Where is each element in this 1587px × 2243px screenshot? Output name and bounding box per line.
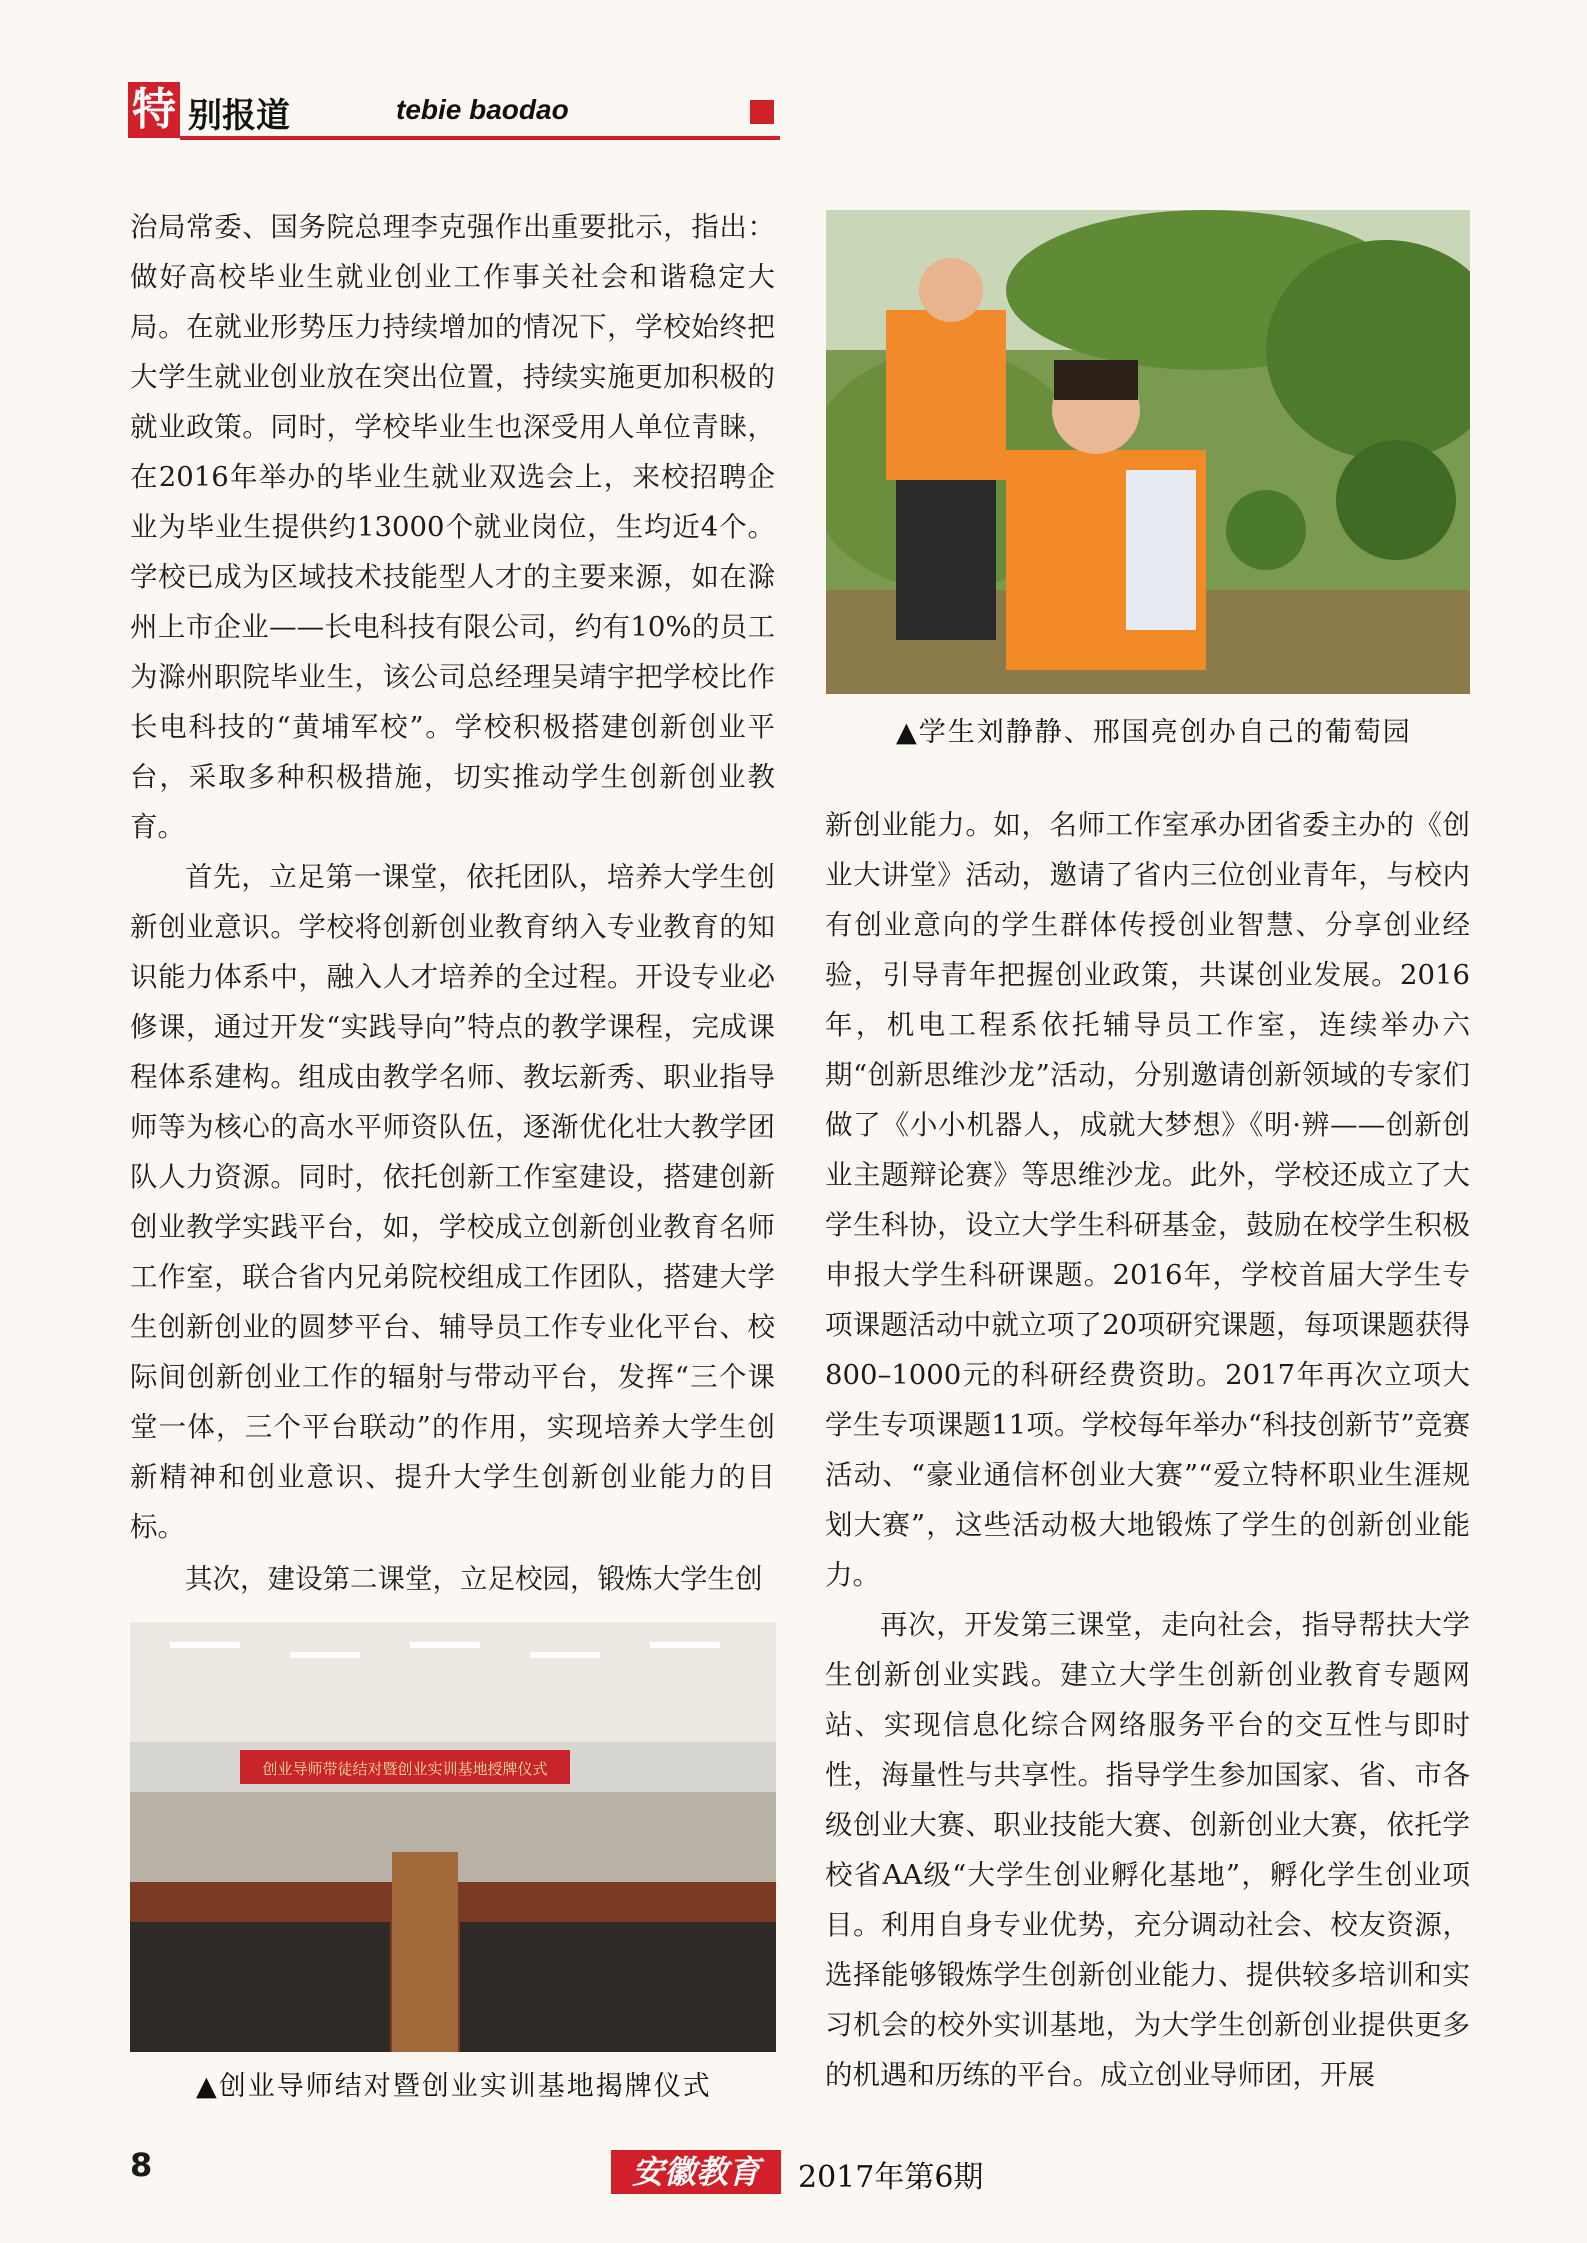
grape-photo-caption: ▲学生刘静静、邢国亮创办自己的葡萄园 (896, 717, 1412, 748)
section-badge: 特 (128, 82, 180, 138)
left-column-bottom (130, 1554, 775, 1604)
ceremony-banner-text: 创业导师带徒结对暨创业实训基地授牌仪式 (262, 1760, 548, 1778)
section-pinyin: tebie baodao (396, 94, 569, 125)
issue-label: 2017年第6期 (798, 2160, 984, 2195)
paragraph: 其次，建设第二课堂，立足校园，锻炼大学生创 (185, 1563, 763, 1595)
magazine-logo: 安徽教育 (611, 2150, 781, 2194)
header-rule (180, 136, 780, 140)
right-column (825, 800, 1470, 2100)
paragraph: 治局常委、国务院总理李克强作出重要批示，指出：做好高校毕业生就业创业工作事关社会和谐稳定大局。在就业形势压力持续增加的情况下，学校始终把大学生就业创业放在突出位置，持续实施更加积极的就业政策。同时，学校毕业生也深受用人单位青睐，在2016年举办的毕业生就业双选会上，来校招聘企业为毕业生提供约13000个就业岗位，生均近4个。学校已成为区域技术技能型人才的主要来源，如在滁州上市企业——长电科技有限公司，约有10%的员工为滁州职院毕业生，该公司总经理吴靖宇把学校比作长电科技的“黄埔军校”。学校积极搭建创新创业平台，采取多种积极措施，切实推动学生创新创业教育。 (130, 211, 775, 843)
section-header (128, 82, 658, 142)
grape-vineyard-photo (826, 210, 1470, 694)
paragraph: 新创业能力。如，名师工作室承办团省委主办的《创业大讲堂》活动，邀请了省内三位创业青年，与校内有创业意向的学生群体传授创业智慧、分享创业经验，引导青年把握创业政策，共谋创业发展。2016年，机电工程系依托辅导员工作室，连续举办六期“创新思维沙龙”活动，分别邀请创新领域的专家们做了《小小机器人，成就大梦想》《明·辨——创新创业主题辩论赛》等思维沙龙。此外，学校还成立了大学生科协，设立大学生科研基金，鼓励在校学生积极申报大学生科研课题。2016年，学校首届大学生专项课题活动中就立项了20项研究课题，每项课题获得800–1000元的科研经费资助。2017年再次立项大学生专项课题11项。学校每年举办“科技创新节”竞赛活动、“豪业通信杯创业大赛”“爱立特杯职业生涯规划大赛”，这些活动极大地锻炼了学生的创新创业能力。 (825, 809, 1470, 1591)
ceremony-photo-caption: ▲创业导师结对暨创业实训基地揭牌仪式 (196, 2071, 712, 2102)
paragraph: 再次，开发第三课堂，走向社会，指导帮扶大学生创新创业实践。建立大学生创新创业教育专题网站、实现信息化综合网络服务平台的交互性与即时性，海量性与共享性。指导学生参加国家、省、市各级创业大赛、职业技能大赛、创新创业大赛，依托学校省AA级“大学生创业孵化基地”，孵化学生创业项目。利用自身专业优势，充分调动社会、校友资源，选择能够锻炼学生创新创业能力、提供较多培训和实习机会的校外实训基地，为大学生创新创业提供更多的机遇和历练的平台。成立创业导师团，开展 (825, 1609, 1470, 2091)
left-column-top (130, 202, 775, 1552)
page-number: 8 (130, 2146, 153, 2184)
section-title: 别报道 (188, 96, 290, 136)
ceremony-photo (130, 1622, 776, 2052)
paragraph: 首先，立足第一课堂，依托团队，培养大学生创新创业意识。学校将创新创业教育纳入专业教育的知识能力体系中，融入人才培养的全过程。开设专业必修课，通过开发“实践导向”特点的教学课程，完成课程体系建构。组成由教学名师、教坛新秀、职业指导师等为核心的高水平师资队伍，逐渐优化壮大教学团队人力资源。同时，依托创新工作室建设，搭建创新创业教学实践平台，如，学校成立创新创业教育名师工作室，联合省内兄弟院校组成工作团队，搭建大学生创新创业的圆梦平台、辅导员工作专业化平台、校际间创新创业工作的辐射与带动平台，发挥“三个课堂一体，三个平台联动”的作用，实现培养大学生创新精神和创业意识、提升大学生创新创业能力的目标。 (130, 861, 775, 1543)
header-square (750, 100, 774, 124)
